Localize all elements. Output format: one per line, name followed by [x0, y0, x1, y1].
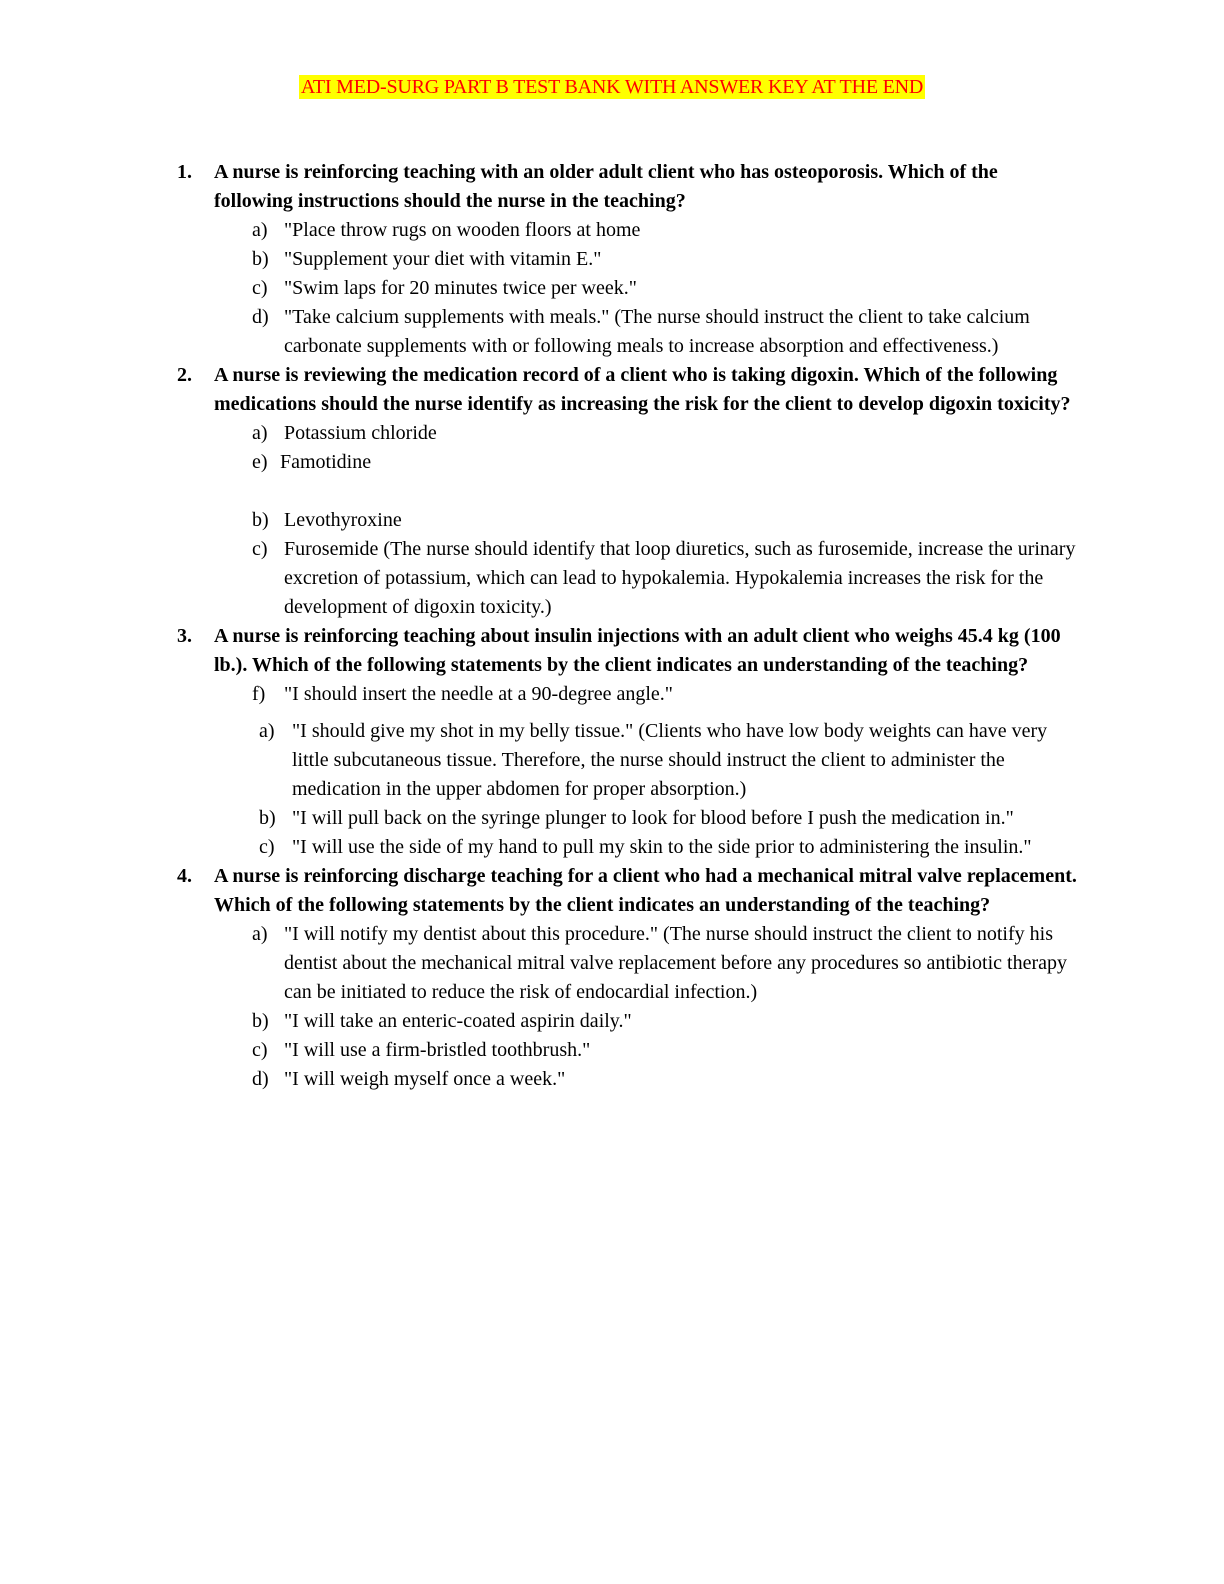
option-text: Famotidine: [280, 451, 372, 473]
option-text: "Swim laps for 20 minutes twice per week.": [284, 277, 637, 299]
option-item: [177, 245, 1077, 274]
title-container: [0, 75, 1224, 99]
option-item: [177, 1036, 1077, 1065]
option-text: "I will use a firm-bristled toothbrush.": [284, 1039, 591, 1061]
option-letter: c): [252, 1039, 268, 1061]
page-title: ATI MED-SURG PART B TEST BANK WITH ANSWER KEY AT THE END: [300, 76, 924, 98]
option-text: Furosemide (The nurse should identify that loop diuretics, such as furosemide, increase the urinary excretion of potassium, which can lead to hypokalemia. Hypokalemia increases the risk for the development of digoxin toxicity.): [284, 538, 1076, 618]
option-item: [177, 303, 1077, 361]
option-item: [177, 1007, 1077, 1036]
option-item: [177, 1065, 1077, 1094]
option-text: "I will use the side of my hand to pull my skin to the side prior to administering the insulin.": [292, 836, 1032, 858]
option-text: "I will notify my dentist about this procedure." (The nurse should instruct the client to notify his dentist about the mechanical mitral valve replacement before any procedures so antibiotic therapy can be initiated to reduce the risk of endocardial infection.): [284, 923, 1068, 1003]
option-letter: e): [252, 451, 268, 473]
option-text: "I should give my shot in my belly tissue." (Clients who have low body weights can have very little subcutaneous tissue. Therefore, the nurse should instruct the client to administer the medication in the upper abdomen for proper absorption.): [292, 720, 1048, 800]
question-4: [177, 862, 1077, 1094]
question-list: [177, 158, 1077, 1094]
option-letter: a): [252, 422, 268, 444]
option-letter: b): [259, 807, 276, 829]
option-item: [177, 535, 1077, 622]
option-item: [177, 920, 1077, 1007]
question-2: [177, 361, 1077, 622]
option-letter: b): [252, 1010, 269, 1032]
question-number: 4.: [177, 865, 192, 887]
question-number: 2.: [177, 364, 192, 386]
question-number: 1.: [177, 161, 192, 183]
question-text: A nurse is reinforcing teaching with an older adult client who has osteoporosis. Which of the following instructions should the nurse in the teaching?: [214, 161, 998, 212]
option-text: "Take calcium supplements with meals." (The nurse should instruct the client to take calcium carbonate supplements with or following meals to increase absorption and effectiveness.): [284, 306, 1030, 357]
option-text: "Supplement your diet with vitamin E.": [284, 248, 602, 270]
option-text: Levothyroxine: [284, 509, 402, 531]
option-letter: c): [252, 538, 268, 560]
option-letter: b): [252, 509, 269, 531]
question-text: A nurse is reviewing the medication record of a client who is taking digoxin. Which of the following medications should the nurse identify as increasing the risk for the client to develop digoxin toxicity?: [214, 364, 1071, 415]
option-item: [177, 717, 1077, 804]
option-item: [177, 216, 1077, 245]
question-number: 3.: [177, 625, 192, 647]
option-item: [177, 804, 1077, 833]
option-text: "I will take an enteric-coated aspirin daily.": [284, 1010, 632, 1032]
question-text: A nurse is reinforcing discharge teaching for a client who had a mechanical mitral valve replacement. Which of the following statements by the client indicates an understanding of the teaching?: [214, 865, 1077, 916]
option-item: [177, 506, 1077, 535]
option-letter: d): [252, 1068, 269, 1090]
option-item: [177, 448, 1077, 477]
option-letter: a): [252, 923, 268, 945]
option-item: [177, 680, 1077, 709]
option-item: [177, 419, 1077, 448]
option-letter: b): [252, 248, 269, 270]
question-text: A nurse is reinforcing teaching about insulin injections with an adult client who weighs 45.4 kg (100 lb.). Which of the following statements by the client indicates an understanding of the teaching?: [214, 625, 1061, 676]
option-letter: c): [252, 277, 268, 299]
option-item: [177, 274, 1077, 303]
option-letter: f): [252, 683, 266, 705]
option-item: [177, 833, 1077, 862]
option-text: "Place throw rugs on wooden floors at home: [284, 219, 641, 241]
option-letter: d): [252, 306, 269, 328]
option-text: "I will weigh myself once a week.": [284, 1068, 566, 1090]
option-letter: a): [252, 219, 268, 241]
option-text: Potassium chloride: [284, 422, 437, 444]
option-text: "I should insert the needle at a 90-degree angle.": [284, 683, 673, 705]
question-1: [177, 158, 1077, 361]
question-3: [177, 622, 1077, 862]
option-letter: c): [259, 836, 275, 858]
option-letter: a): [259, 720, 275, 742]
option-text: "I will pull back on the syringe plunger to look for blood before I push the medication in.": [292, 807, 1014, 829]
